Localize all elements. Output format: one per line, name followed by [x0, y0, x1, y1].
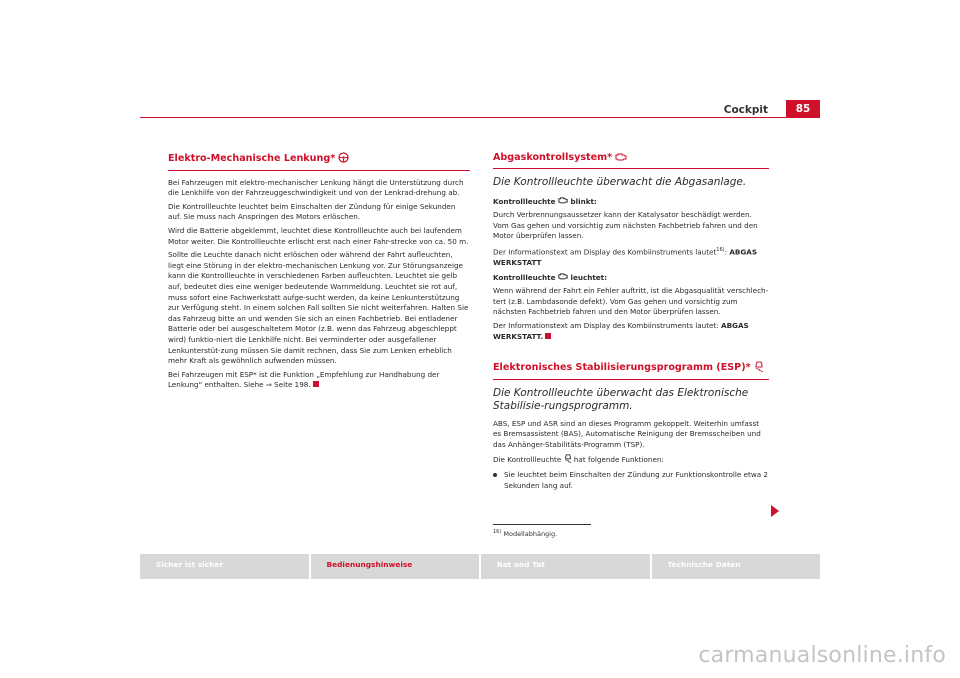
page-number: 85: [786, 100, 820, 118]
engine-icon: [615, 152, 627, 165]
right-column: [493, 152, 769, 491]
esp-skid-icon: [564, 453, 572, 467]
paragraph: ABS, ESP und ASR sind an dieses Programm gekoppelt. Weiterhin umfasst es Bremsassistent (BAS), Automatische Reinigung der Bremsscheiben und das Anhänger-Stabilitäts-Programm (TSP).: [493, 418, 761, 449]
steering-warning-icon: [338, 152, 349, 167]
label-text: Kontrollleuchte: [493, 196, 556, 206]
footnote-text: Modellabhängig.: [503, 530, 558, 539]
tab-technische-daten[interactable]: Technische Daten: [652, 554, 821, 579]
tab-rat-und-tat[interactable]: Rat und Tat: [481, 554, 650, 579]
paragraph: Wird die Batterie abgeklemmt, leuchtet diese Kontrollleuchte auch bei laufendem Motor weiter. Die Kontrollleuchte erlischt erst nach einer Fahr-strecke von ca. 50 m.: [168, 225, 469, 246]
section-subtitle: Die Kontrollleuchte überwacht die Abgasanlage.: [493, 175, 747, 188]
subheading-blinkt: [493, 196, 769, 208]
paragraph: Wenn während der Fahrt ein Fehler auftritt, ist die Abgasqualität verschlech-tert (z.B. Lambdasonde defekt). Vom Gas gehen und vorsichtig zum nächsten Fachbetrieb fahren und den Motor überprüfen lassen.: [493, 286, 769, 317]
paragraph-functions: [493, 453, 769, 467]
text: Die Kontrollleuchte: [493, 455, 562, 465]
paragraph: Sollte die Leuchte danach nicht erlöschen oder während der Fahrt aufleuchten, liegt eine Störung in der elektro-mechanischen Lenkung vor. Zur Störungsanzeige kann die Kontrollleuchte in verschiedenen Farben aufleuchten. Leuchtet sie gelb auf, bedeutet dies eine weniger bedeutende Warnmeldung. Leuchtet sie rot auf, muss sofort eine Fachwerkstatt aufge-sucht werden, da keine Lenkunterstützung zur Verfügung steht. In einem solchen Fall sollten Sie nicht weiterfahren. Halten Sie das Fahrzeug bitte an und wenden Sie sich an einen Fachbetrieb. Bei entladener Batterie oder bei ausgeschaltetem Motor (z.B. wenn das Fahrzeug abgeschleppt wird) funktio-niert die Lenkhilfe nicht. Bei verminderter oder ausgefallener Lenkunterstüt-zung müssen Sie damit rechnen, dass Sie zum Lenken erheblich mehr Kraft als gewöhnlich aufwenden müssen.: [168, 250, 469, 366]
section-heading-abgas: [493, 152, 769, 169]
watermark: carmanualsonline.info: [698, 643, 946, 668]
engine-icon: [558, 272, 568, 284]
label-suffix: leuchtet:: [570, 272, 607, 282]
text: hat folgende Funktionen:: [573, 455, 664, 465]
paragraph-info2: [493, 321, 769, 342]
list-item-text: Sie leuchtet beim Einschalten der Zündung zur Funktionskontrolle etwa 2 Sekunden lang auf.: [504, 470, 769, 490]
heading-text: Abgaskontrollsystem*: [493, 152, 613, 163]
section-end-mark: [545, 333, 551, 339]
heading-text: Elektro-Mechanische Lenkung*: [168, 153, 336, 164]
section-subtitle: Die Kontrollleuchte überwacht das Elektronische Stabilisie-rungsprogramm.: [493, 386, 749, 412]
footnote-ref[interactable]: 16): [716, 246, 725, 253]
page-header-title: Cockpit: [723, 104, 768, 116]
paragraph: Bei Fahrzeugen mit elektro-mechanischer Lenkung hängt die Unterstützung durch die Lenkhilfe von der Fahrzeuggeschwindigkeit und von der Lenkrad-drehung ab.: [168, 177, 464, 198]
paragraph-last: [168, 370, 470, 391]
paragraph-text[interactable]: Bei Fahrzeugen mit ESP* ist die Funktion „Empfehlung zur Handhabung der Lenkung“ enthalten. Siehe ⇒ Seite 198.: [168, 369, 440, 390]
display-message: ABGAS WERKSTATT: [493, 320, 749, 341]
label-text: Kontrollleuchte: [493, 272, 556, 282]
left-column: [168, 152, 470, 394]
footnote-rule: [493, 524, 591, 525]
bullet-dot: [493, 473, 497, 477]
info-end: .: [540, 331, 544, 341]
info-text: Der Informationstext am Display des Kombiinstruments lautet:: [493, 320, 719, 330]
section-heading-esp: [493, 360, 769, 380]
next-page-arrow-icon[interactable]: [771, 505, 779, 517]
subheading-leuchtet: [493, 272, 769, 284]
list-item: [493, 470, 769, 491]
footnote-number: 16): [493, 529, 502, 535]
esp-skid-icon: [754, 360, 764, 376]
section-heading-lenkung: [168, 152, 470, 171]
footer-nav: [140, 554, 820, 579]
paragraph-info1: [493, 245, 769, 269]
info-text: Der Informationstext am Display des Kombiinstruments lautet: [493, 247, 717, 257]
info-sep: :: [724, 247, 728, 257]
footnote: [493, 529, 557, 538]
paragraph: Die Kontrollleuchte leuchtet beim Einschalten der Zündung für einige Sekunden auf. Sie muss nach Anspringen des Motors erlöschen.: [168, 201, 456, 222]
section-end-mark: [313, 381, 319, 387]
paragraph: Durch Verbrennungsaussetzer kann der Katalysator beschädigt werden. Vom Gas gehen und vorsichtig zum nächsten Fachbetrieb fahren und den Motor überprüfen lassen.: [493, 210, 758, 241]
tab-bedienungshinweise[interactable]: Bedienungshinweise: [311, 554, 480, 579]
tab-sicher-ist-sicher[interactable]: Sicher ist sicher: [140, 554, 309, 579]
label-suffix: blinkt:: [570, 196, 597, 206]
display-message: ABGAS WERKSTATT: [493, 247, 758, 267]
engine-icon: [558, 196, 568, 208]
heading-text: Elektronisches Stabilisierungsprogramm (ESP)*: [493, 361, 751, 373]
header-rule: [140, 117, 820, 118]
